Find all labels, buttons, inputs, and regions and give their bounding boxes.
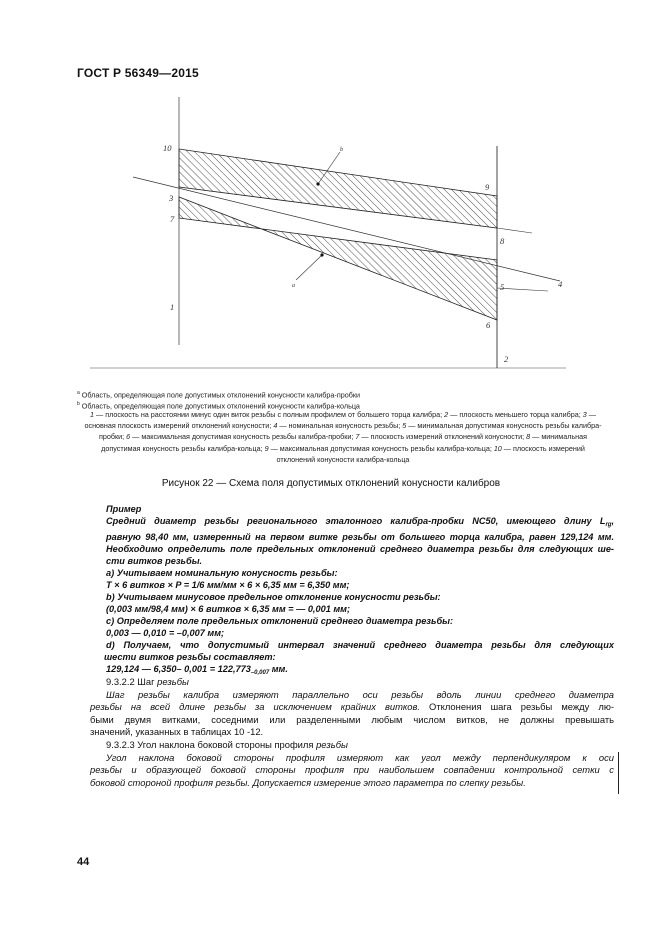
figure-legend <box>82 409 604 465</box>
label-1: 1 <box>170 302 175 312</box>
legend-text: — номинальная конусность резьбы; <box>277 421 403 431</box>
label-3: 3 <box>169 193 174 203</box>
label-b: b <box>340 147 343 153</box>
figure-caption: Рисунок 22 — Схема поля допустимых отклонений конусности калибров <box>161 478 501 489</box>
legend-number: 4 <box>273 421 278 431</box>
tolerance-diagram <box>0 0 662 400</box>
line-8-ext <box>497 228 532 233</box>
legend-number: 2 <box>444 410 449 419</box>
legend-number: 5 <box>402 421 407 431</box>
footnote-a: $^a$ Область, определяющая поле допустимых отклонений конусности калибра-пробки <box>77 390 360 400</box>
heading-9323: 9.3.2.3 Угол наклона боковой стороны профиля резьбы <box>106 738 348 750</box>
example-title: Пример <box>106 504 142 514</box>
legend-text: — плоскость на расстоянии минус один виток резьбы с полным профилем от большего торца калибра; <box>94 410 445 419</box>
document-header: ГОСТ Р 56349—2015 <box>77 66 199 80</box>
label-5: 5 <box>500 282 505 292</box>
legend-text: — основная плоскость измерений отклонений конусности; <box>84 410 596 431</box>
legend-number: 9 <box>264 443 269 453</box>
page-number: 44 <box>77 856 90 868</box>
legend-number: 8 <box>526 432 531 442</box>
label-4: 4 <box>558 279 563 289</box>
legend-number: 7 <box>355 432 360 442</box>
line-5-ext <box>497 288 548 291</box>
legend-text: — минимальная допустимая конусность резьбы калибра-пробки; <box>98 421 602 442</box>
body-text: 9.3.2.2 Шаг резьбы Шаг резьбы калибра измеряют параллельно оси резьбы вдоль линии среднего диаметра резьбы на всей длине резьбы за исключением крайних витков. Отклонения шага резьбы между лю- быми двумя витками, соседними или разделенными любым числом витков, не должны превышать значений, указанных в таблицах 10 -12. 9.3.2.3 Угол наклона боковой стороны профиля резьбы Угол наклона боковой стороны профиля измеряют как угол между перпендикуляром к оси резьбы и образующей боковой стороны профиля при наибольшем совпадении контрольной сетки с боковой стороной профиля резьбы. Допускается измерение этого параметра по слепку резьбы. <box>90 676 614 788</box>
label-2: 2 <box>504 354 509 364</box>
label-a: а <box>292 283 295 289</box>
leader-a <box>296 255 322 280</box>
label-6: 6 <box>486 320 491 330</box>
label-8: 8 <box>500 236 505 246</box>
legend-text: — плоскость измерений отклонений конусности; <box>359 432 527 442</box>
footnote-b: $^b$ Область, определяющая поле допустимых отклонений конусности калибра-кольца <box>77 401 360 411</box>
legend-number: 6 <box>126 432 131 442</box>
legend-text: — максимальная допустимая конусность резьбы калибра-пробки; <box>130 432 356 442</box>
legend-number: 1 <box>90 410 95 419</box>
legend-number: 3 <box>582 410 587 419</box>
legend-text: — минимальная допустимая конусность резьбы калибра-кольца; <box>101 432 588 453</box>
legend-text: — плоскость измерений отклонений конусности калибра-кольца <box>276 443 585 464</box>
example-block: Пример Средний диаметр резьбы регионального эталонного калибра-пробки NC50, имеющего длину $L_{rg}$, равную 98,40 мм, измеренный на первом витке резьбы от большего торца калибра, равен 129,124 мм. Необходимо определить поле предельных отклонений среднего диаметра резьбы для следующих ше- сти витков резьбы. a) Учитываем номинальную конусность резьбы: T × 6 витков × P = 1/6 мм/мм × 6 × 6,35 мм = 6,350 мм; b) Учитываем минусовое предельное отклонение конусности резьбы: (0,003 мм/98,4 мм) × 6 витков × 6,35 мм = — 0,001 мм; c) Определяем поле предельных отклонений среднего диаметра резьбы: 0,003 — 0,010 = –0,007 мм; d) Получаем, что допустимый интервал значений среднего диаметра резьбы для следующих шести витков резьбы составляет: 129,124 — 6,350– $0,001 = 122,773_{-0,007}$ мм. <box>104 504 614 676</box>
legend-text: — плоскость меньшего торца калибра; <box>448 410 583 419</box>
change-bar <box>618 752 619 794</box>
legend-text: — максимальная допустимая конусность резьбы калибра-кольца; <box>268 443 494 453</box>
label-9: 9 <box>485 182 490 192</box>
legend-number: 10 <box>493 443 502 453</box>
label-7: 7 <box>170 214 175 224</box>
heading-9322: 9.3.2.2 Шаг резьбы <box>106 676 189 687</box>
label-10: 10 <box>163 143 172 153</box>
